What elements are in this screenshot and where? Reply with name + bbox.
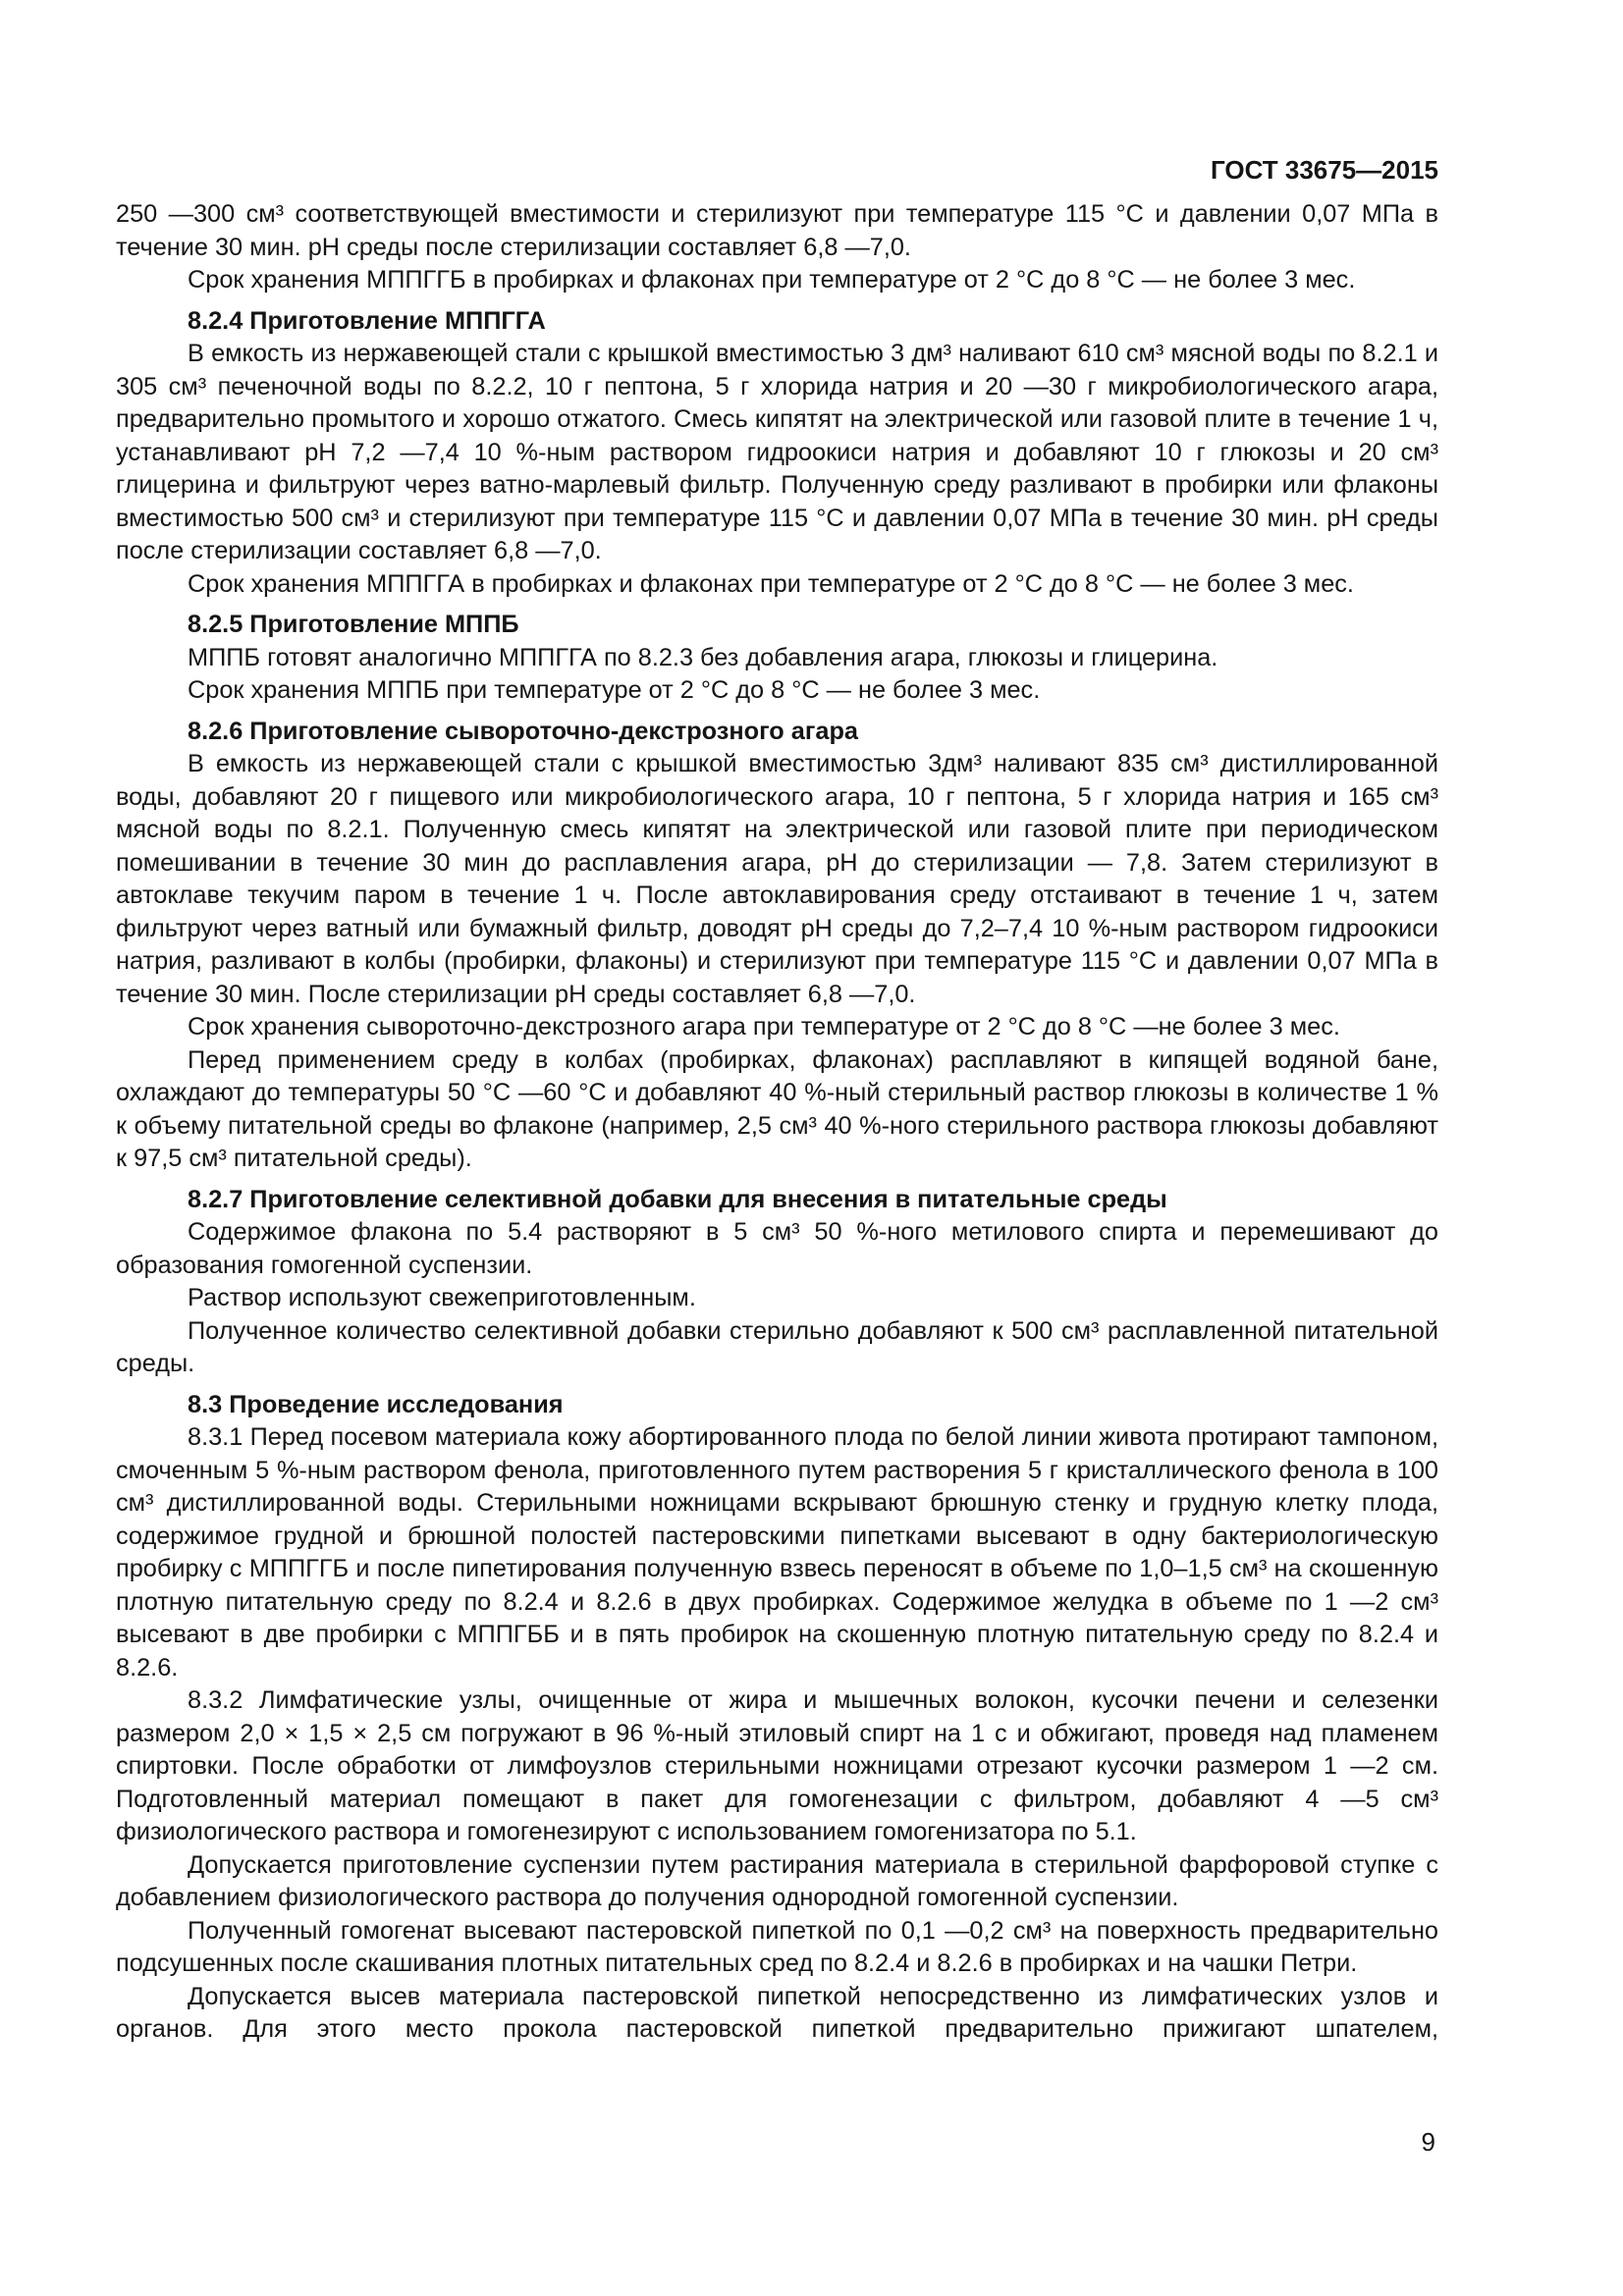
paragraph: Допускается приготовление суспензии путем растирания материала в стерильной фарфоровой ступке с добавлением физиологического раствора до получения однородной гомогенной суспензии. — [116, 1850, 1438, 1911]
paragraph: Перед применением среду в колбах (пробирках, флаконах) расплавляют в кипящей водяной бане, охлаждают до температуры 50 °С —60 °С и добавляют 40 %-ный стерильный раствор глюкозы в количестве 1 % к объему питательной среды во флаконе (например, 2,5 см³ 40 %-ного стерильного раствора глюкозы добавляют к 97,5 см³ питательной среды). — [116, 1045, 1438, 1172]
paragraph: 8.3.2 Лимфатические узлы, очищенные от жира и мышечных волокон, кусочки печени и селезенки размером 2,0 × 1,5 × 2,5 см погружают в 96 %-ный этиловый спирт на 1 с и обжигают, проведя над пламенем спиртовки. После обработки от лимфоузлов стерильными ножницами отрезают кусочки размером 1 —2 см. Подготовленный материал помещают в пакет для гомогенезации с фильтром, добавляют 4 —5 см³ физиологического раствора и гомогенезируют с использованием гомогенизатора по 5.1. — [116, 1686, 1438, 1845]
document-content — [116, 198, 1438, 2047]
section-heading: 8.2.5 Приготовление МППБ — [188, 611, 519, 638]
page-number: 9 — [1421, 2127, 1435, 2157]
paragraph: 8.3.1 Перед посевом материала кожу абортированного плода по белой линии живота протирают тампоном, смоченным 5 %-ным раствором фенола, приготовленного путем растворения 5 г кристаллического фенола в 100 см³ дистиллированной воды. Стерильными ножницами вскрывают брюшную стенку и грудную клетку плода, содержимое грудной и брюшной полостей пастеровскими пипетками высевают в одну бактериологическую пробирку с МППГГБ и после пипетирования полученную взвесь переносят в объеме по 1,0–1,5 см³ на скошенную плотную питательную среду по 8.2.4 и 8.2.6 в двух пробирках. Содержимое желудка в объеме по 1 —2 см³ высевают в две пробирки с МППГББ и в пять пробирок на скошенную плотную питательную среду по 8.2.4 и 8.2.6. — [116, 1423, 1438, 1682]
paragraph: Срок хранения сывороточно-декстрозного агара при температуре от 2 °С до 8 °С —не более 3 мес. — [188, 1013, 1340, 1041]
section-heading: 8.3 Проведение исследования — [188, 1390, 564, 1418]
paragraph: 250 —300 см³ соответствующей вместимости и стерилизуют при температуре 115 °С и давлении 0,07 МПа в течение 30 мин. рН среды после стерилизации составляет 6,8 —7,0. — [116, 200, 1438, 261]
paragraph: В емкость из нержавеющей стали с крышкой вместимостью 3дм³ наливают 835 см³ дистиллированной воды, добавляют 20 г пищевого или микробиологического агара, 10 г пептона, 5 г хлорида натрия и 165 см³ мясной воды по 8.2.1. Полученную смесь кипятят на электрической или газовой плите при периодическом помешивании в течение 30 мин до расплавления агара, рН до стерилизации — 7,8. Затем стерилизуют в автоклаве текучим паром в течение 1 ч. После автоклавирования среду отстаивают в течение 1 ч, затем фильтруют через ватный или бумажный фильтр, доводят рН среды до 7,2–7,4 10 %-ным раствором гидроокиси натрия, разливают в колбы (пробирки, флаконы) и стерилизуют при температуре 115 °С и давлении 0,07 МПа в течение 30 мин. После стерилизации рН среды составляет 6,8 —7,0. — [116, 750, 1438, 1008]
paragraph: Полученное количество селективной добавки стерильно добавляют к 500 см³ расплавленной питательной среды. — [116, 1316, 1438, 1377]
paragraph: Допускается высев материала пастеровской пипеткой непосредственно из лимфатических узлов и органов. Для этого место прокола пастеровской пипеткой предварительно прижигают шпателем, — [116, 1982, 1438, 2043]
paragraph: Раствор используют свежеприготовленным. — [188, 1284, 696, 1311]
paragraph: Полученный гомогенат высевают пастеровской пипеткой по 0,1 —0,2 см³ на поверхность предварительно подсушенных после скашивания плотных питательных сред по 8.2.4 и 8.2.6 в пробирках и на чашки Петри. — [116, 1916, 1438, 1977]
document-header: ГОСТ 33675—2015 — [1211, 155, 1438, 185]
section-heading: 8.2.6 Приготовление сывороточно-декстрозного агара — [188, 717, 858, 745]
paragraph: В емкость из нержавеющей стали с крышкой вместимостью 3 дм³ наливают 610 см³ мясной воды по 8.2.1 и 305 см³ печеночной воды по 8.2.2, 10 г пептона, 5 г хлорида натрия и 20 —30 г микробиологического агара, предварительно промытого и хорошо отжатого. Смесь кипятят на электрической или газовой плите в течение 1 ч, устанавливают рН 7,2 —7,4 10 %-ным раствором гидроокиси натрия и добавляют 10 г глюкозы и 20 см³ глицерина и фильтруют через ватно-марлевый фильтр. Полученную среду разливают в пробирки или флаконы вместимостью 500 см³ и стерилизуют при температуре 115 °С и давлении 0,07 МПа в течение 30 мин. рН среды после стерилизации составляет 6,8 —7,0. — [116, 340, 1438, 564]
paragraph: Срок хранения МППГГА в пробирках и флаконах при температуре от 2 °С до 8 °С — не более 3 мес. — [188, 569, 1354, 598]
section-heading: 8.2.7 Приготовление селективной добавки для внесения в питательные среды — [188, 1185, 1167, 1213]
paragraph: Содержимое флакона по 5.4 растворяют в 5 см³ 50 %-ного метилового спирта и перемешивают до образования гомогенной суспензии. — [116, 1218, 1438, 1279]
paragraph: Срок хранения МППБ при температуре от 2 °С до 8 °С — не более 3 мес. — [188, 676, 1041, 704]
paragraph: Срок хранения МППГГБ в пробирках и флаконах при температуре от 2 °С до 8 °С — не более 3 мес. — [188, 266, 1356, 294]
section-heading: 8.2.4 Приготовление МППГГА — [188, 306, 546, 335]
paragraph: МППБ готовят аналогично МППГГА по 8.2.3 без добавления агара, глюкозы и глицерина. — [188, 643, 1218, 671]
